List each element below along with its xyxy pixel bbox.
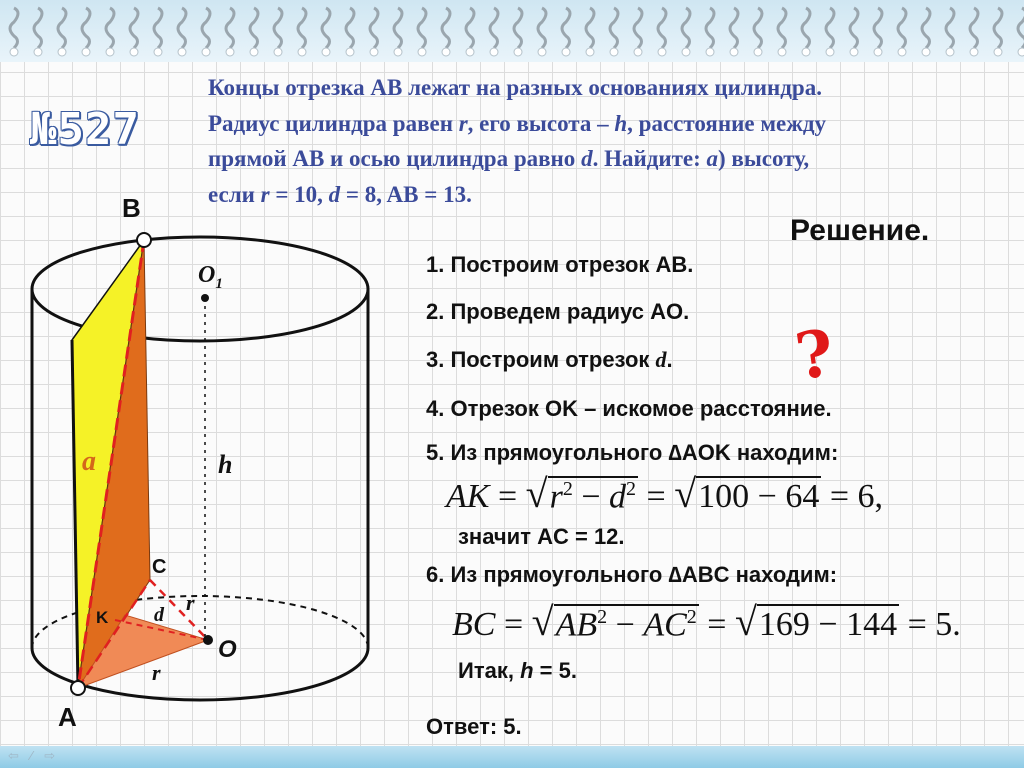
point-O1 <box>201 294 209 302</box>
binding-hole <box>130 48 138 56</box>
spiral-ring <box>154 8 162 48</box>
slide-nav-arrows[interactable]: ⇦ ⁄ ⇨ <box>8 748 60 763</box>
exponent: 2 <box>597 605 608 628</box>
binding-hole <box>154 48 162 56</box>
binding-hole <box>442 48 450 56</box>
text-fragment: . Найдите: <box>592 146 707 171</box>
spiral-ring <box>658 8 666 48</box>
step-6-note <box>458 658 577 684</box>
formula-result: 6, <box>857 478 884 515</box>
text-fragment: = 10, <box>269 181 329 207</box>
step-5-note: значит AC = 12. <box>458 524 625 549</box>
bottom-banner <box>0 746 1024 768</box>
formula-sign: = <box>907 606 927 643</box>
step-5: 5. Из прямоугольного ∆AOK находим: <box>426 440 839 465</box>
binding-hole <box>418 48 426 56</box>
spiral-ring <box>634 8 642 48</box>
label-C: C <box>152 556 167 578</box>
label-h: h <box>218 450 233 479</box>
formula-sign: = <box>829 478 850 515</box>
step-1: 1. Построим отрезок AB. <box>426 252 694 277</box>
spiral-ring <box>130 8 138 48</box>
formula-BC <box>452 598 961 645</box>
text-fragment: . <box>666 347 673 372</box>
spiral-ring <box>754 8 762 48</box>
formula-term: AK <box>446 478 490 515</box>
binding-hole <box>226 48 234 56</box>
spiral-ring <box>562 8 570 48</box>
text-fragment: , его высота – <box>467 110 615 136</box>
spiral-ring <box>538 8 546 48</box>
binding-hole <box>106 48 114 56</box>
binding-hole <box>586 48 594 56</box>
formula-sign: = <box>646 478 666 515</box>
formula-AK <box>446 470 883 517</box>
spiral-ring <box>106 8 114 48</box>
question-mark: ? <box>790 315 839 396</box>
step-2: 2. Проведем радиус AO. <box>426 299 690 324</box>
point-B <box>137 233 151 247</box>
binding-hole <box>850 48 858 56</box>
spiral-ring <box>586 8 594 48</box>
binding-hole <box>826 48 834 56</box>
formula-term: d <box>609 478 627 515</box>
label-O1-main: O <box>198 262 216 288</box>
text-fragment: = 8, AB = 13. <box>340 181 472 207</box>
spiral-ring <box>10 8 18 48</box>
spiral-ring <box>58 8 66 48</box>
binding-hole <box>538 48 546 56</box>
spiral-ring <box>610 8 618 48</box>
spiral-ring <box>298 8 306 48</box>
radical-icon: √ <box>525 471 548 516</box>
binding-hole <box>634 48 642 56</box>
var-r: r <box>458 110 468 136</box>
step-6: 6. Из прямоугольного ∆ABC находим: <box>426 562 838 587</box>
spiral-ring <box>370 8 378 48</box>
formula-sign: = <box>497 478 518 515</box>
text-fragment: , расстояние между <box>627 110 827 136</box>
text-fragment: 3. Построим отрезок <box>426 347 656 372</box>
formula-term: r <box>549 478 563 515</box>
text-fragment: ) высоту, <box>718 146 810 171</box>
binding-hole <box>298 48 306 56</box>
spiral-ring <box>250 8 258 48</box>
binding-hole <box>82 48 90 56</box>
label-r-top: r <box>186 590 195 615</box>
label-O1 <box>198 262 223 293</box>
spiral-ring <box>490 8 498 48</box>
binding-hole <box>1018 48 1024 56</box>
label-r-bottom: r <box>152 660 161 685</box>
spiral-ring <box>994 8 1002 48</box>
binding-hole <box>490 48 498 56</box>
var-d: d <box>655 347 667 372</box>
spiral-ring <box>1018 8 1024 48</box>
binding-hole <box>322 48 330 56</box>
spiral-ring <box>874 8 882 48</box>
binding-hole <box>994 48 1002 56</box>
spiral-ring <box>778 8 786 48</box>
spiral-ring <box>442 8 450 48</box>
spiral-ring <box>322 8 330 48</box>
binding-hole <box>394 48 402 56</box>
binding-hole <box>898 48 906 56</box>
binding-hole <box>370 48 378 56</box>
spiral-ring <box>394 8 402 48</box>
spiral-ring <box>418 8 426 48</box>
radical-icon: √ <box>734 599 757 644</box>
spiral-ring <box>34 8 42 48</box>
spiral-ring <box>202 8 210 48</box>
binding-hole <box>466 48 474 56</box>
exponent: 2 <box>626 477 637 500</box>
radicand <box>548 476 638 516</box>
binding-hole <box>250 48 258 56</box>
formula-term: BC <box>452 606 496 643</box>
binding-hole <box>562 48 570 56</box>
label-K: K <box>96 608 109 627</box>
radicand <box>554 604 699 644</box>
formula-sign: = <box>707 606 727 643</box>
spiral-ring <box>178 8 186 48</box>
var-a: а <box>706 146 719 171</box>
text-fragment: = 5. <box>533 658 577 683</box>
var-h: h <box>520 658 534 683</box>
problem-line-1: Концы отрезка AB лежат на разных основаниях цилиндра. <box>208 75 822 100</box>
label-a: a <box>82 446 96 477</box>
spiral-ring <box>946 8 954 48</box>
radical-icon: √ <box>674 471 697 516</box>
spiral-ring <box>514 8 522 48</box>
binding-hole <box>178 48 186 56</box>
radical-icon: √ <box>531 599 554 644</box>
spiral-ring <box>346 8 354 48</box>
binding-hole <box>682 48 690 56</box>
binding-hole <box>922 48 930 56</box>
binding-hole <box>706 48 714 56</box>
label-O1-sub: 1 <box>215 275 223 292</box>
spiral-ring <box>898 8 906 48</box>
point-A <box>71 681 85 695</box>
var-r: r <box>260 181 270 207</box>
step-3 <box>426 347 673 373</box>
var-h: h <box>614 110 628 136</box>
var-d: d <box>328 181 341 207</box>
label-d: d <box>154 604 164 626</box>
solution-title: Решение. <box>790 214 930 247</box>
spiral-ring <box>466 8 474 48</box>
exponent: 2 <box>686 605 697 628</box>
spiral-ring <box>706 8 714 48</box>
spiral-ring <box>274 8 282 48</box>
binding-hole <box>346 48 354 56</box>
step-4: 4. Отрезок OK – искомое расстояние. <box>426 396 832 421</box>
text-fragment: прямой AB и осью цилиндра равно <box>208 146 582 171</box>
answer: Ответ: 5. <box>426 714 522 739</box>
spiral-ring <box>730 8 738 48</box>
binding-hole <box>58 48 66 56</box>
spiral-ring <box>82 8 90 48</box>
binding-hole <box>34 48 42 56</box>
binding-hole <box>658 48 666 56</box>
binding-hole <box>202 48 210 56</box>
spiral-ring <box>226 8 234 48</box>
binding-hole <box>274 48 282 56</box>
label-B: B <box>122 193 141 223</box>
text-fragment: Итак, <box>458 658 521 683</box>
binding-hole <box>946 48 954 56</box>
spiral-ring <box>826 8 834 48</box>
spiral-ring <box>850 8 858 48</box>
text-fragment: если <box>208 181 261 207</box>
spiral-ring <box>922 8 930 48</box>
binding-hole <box>514 48 522 56</box>
radicand: 100 − 64 <box>698 478 820 515</box>
problem-line-2 <box>208 106 998 142</box>
var-d: d <box>581 146 593 171</box>
spiral-ring <box>802 8 810 48</box>
binding-hole <box>730 48 738 56</box>
formula-sign: = <box>503 606 524 643</box>
formula-term: AC <box>643 606 687 643</box>
binding-hole <box>802 48 810 56</box>
top-banner <box>0 0 1024 62</box>
spiral-ring <box>970 8 978 48</box>
spiral-ring <box>682 8 690 48</box>
point-O <box>203 635 213 645</box>
problem-number: №527 <box>30 104 140 155</box>
formula-sign: − <box>615 606 635 643</box>
binding-hole <box>610 48 618 56</box>
spiral-binding <box>0 0 1024 62</box>
label-A: A <box>58 702 77 732</box>
text-fragment: Радиус цилиндра равен <box>208 110 459 136</box>
binding-hole <box>874 48 882 56</box>
formula-term: AB <box>555 606 598 643</box>
formula-result: 5. <box>935 606 961 643</box>
binding-hole <box>778 48 786 56</box>
exponent: 2 <box>562 477 573 500</box>
formula-sign: − <box>581 478 601 515</box>
binding-hole <box>970 48 978 56</box>
radicand: 169 − 144 <box>758 606 898 643</box>
binding-hole <box>10 48 18 56</box>
label-O: O <box>218 636 237 663</box>
binding-hole <box>754 48 762 56</box>
problem-line-3 <box>208 141 998 177</box>
